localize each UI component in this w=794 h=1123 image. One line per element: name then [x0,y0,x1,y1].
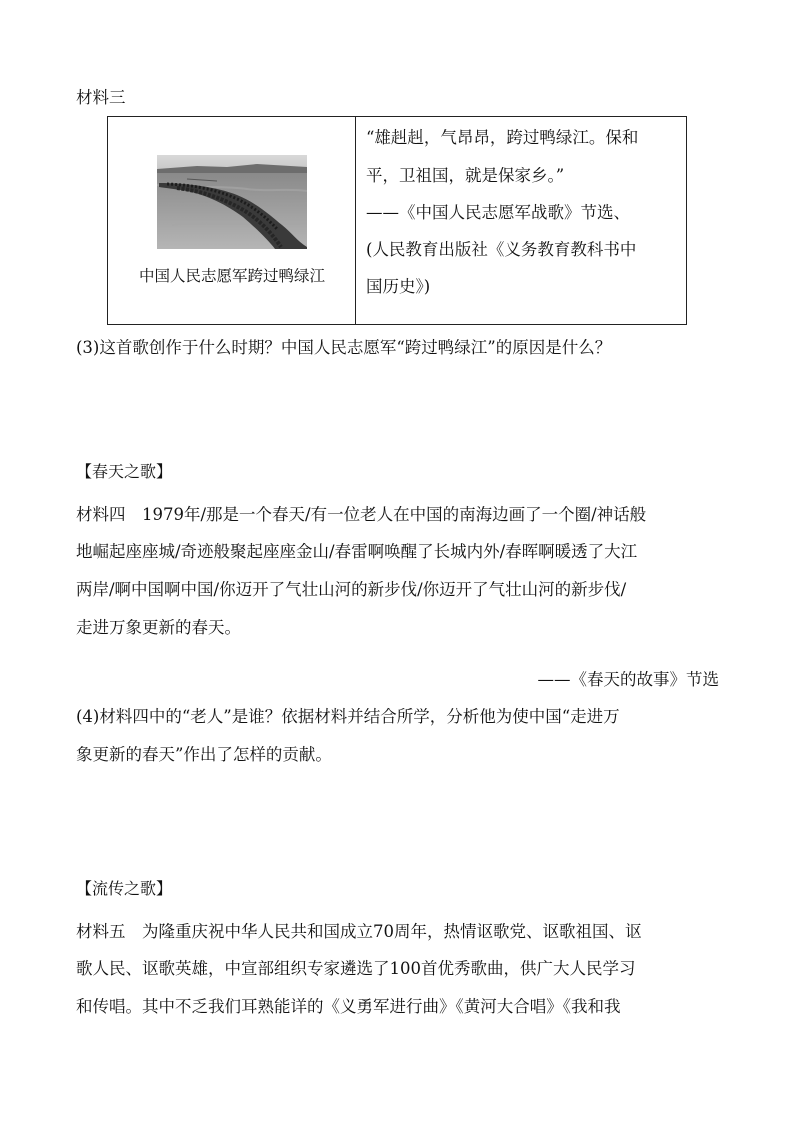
lyrics-source-line: (人民教育出版社《义务教育教科书中 [366,240,637,259]
material5-line: 歌人民、讴歌英雄，中宣部组织专家遴选了100首优秀歌曲，供广大人民学习 [76,959,636,978]
lyrics-source-line: 国历史》) [366,277,431,296]
section-heading-spring: 【春天之歌】 [76,462,173,481]
photo-cell [108,117,356,324]
material5-line: 和传唱。其中不乏我们耳熟能详的《义勇军进行曲》《黄河大合唱》《我和我 [76,997,621,1016]
lyrics-line: 平，卫祖国，就是保家乡。” [366,166,565,185]
material4-source: ——《春天的故事》节选 [537,670,719,689]
material4-line: 两岸/啊中国啊中国/你迈开了气壮山河的新步伐/你迈开了气壮山河的新步伐/ [76,580,627,599]
lyrics-cell [356,117,686,324]
question-4-line: (4)材料四中的“老人”是谁？依据材料并结合所学，分析他为使中国“走进万 [76,707,620,726]
material3-heading: 材料三 [76,88,126,107]
material3-table [107,116,687,325]
material4-line: 材料四 1979年/那是一个春天/有一位老人在中国的南海边画了一个圈/神话般 [76,505,647,524]
material4-line: 走进万象更新的春天。 [76,618,241,637]
material5-line: 材料五 为隆重庆祝中华人民共和国成立70周年，热情讴歌党、讴歌祖国、讴 [76,922,642,941]
material4-line: 地崛起座座城/奇迹般聚起座座金山/春雷啊唤醒了长城内外/春晖啊暖透了大江 [76,542,638,561]
question-4-line: 象更新的春天”作出了怎样的贡献。 [76,745,332,764]
section-heading-spread: 【流传之歌】 [76,879,173,898]
photo-caption: 中国人民志愿军跨过鸭绿江 [138,267,325,285]
lyrics-source-line: ——《中国人民志愿军战歌》节选、 [366,203,630,222]
lyrics-line: “雄赳赳，气昂昂，跨过鸭绿江。保和 [366,128,639,147]
volunteer-army-photo [157,155,307,249]
question-3: (3)这首歌创作于什么时期？中国人民志愿军“跨过鸭绿江”的原因是什么？ [76,338,612,357]
